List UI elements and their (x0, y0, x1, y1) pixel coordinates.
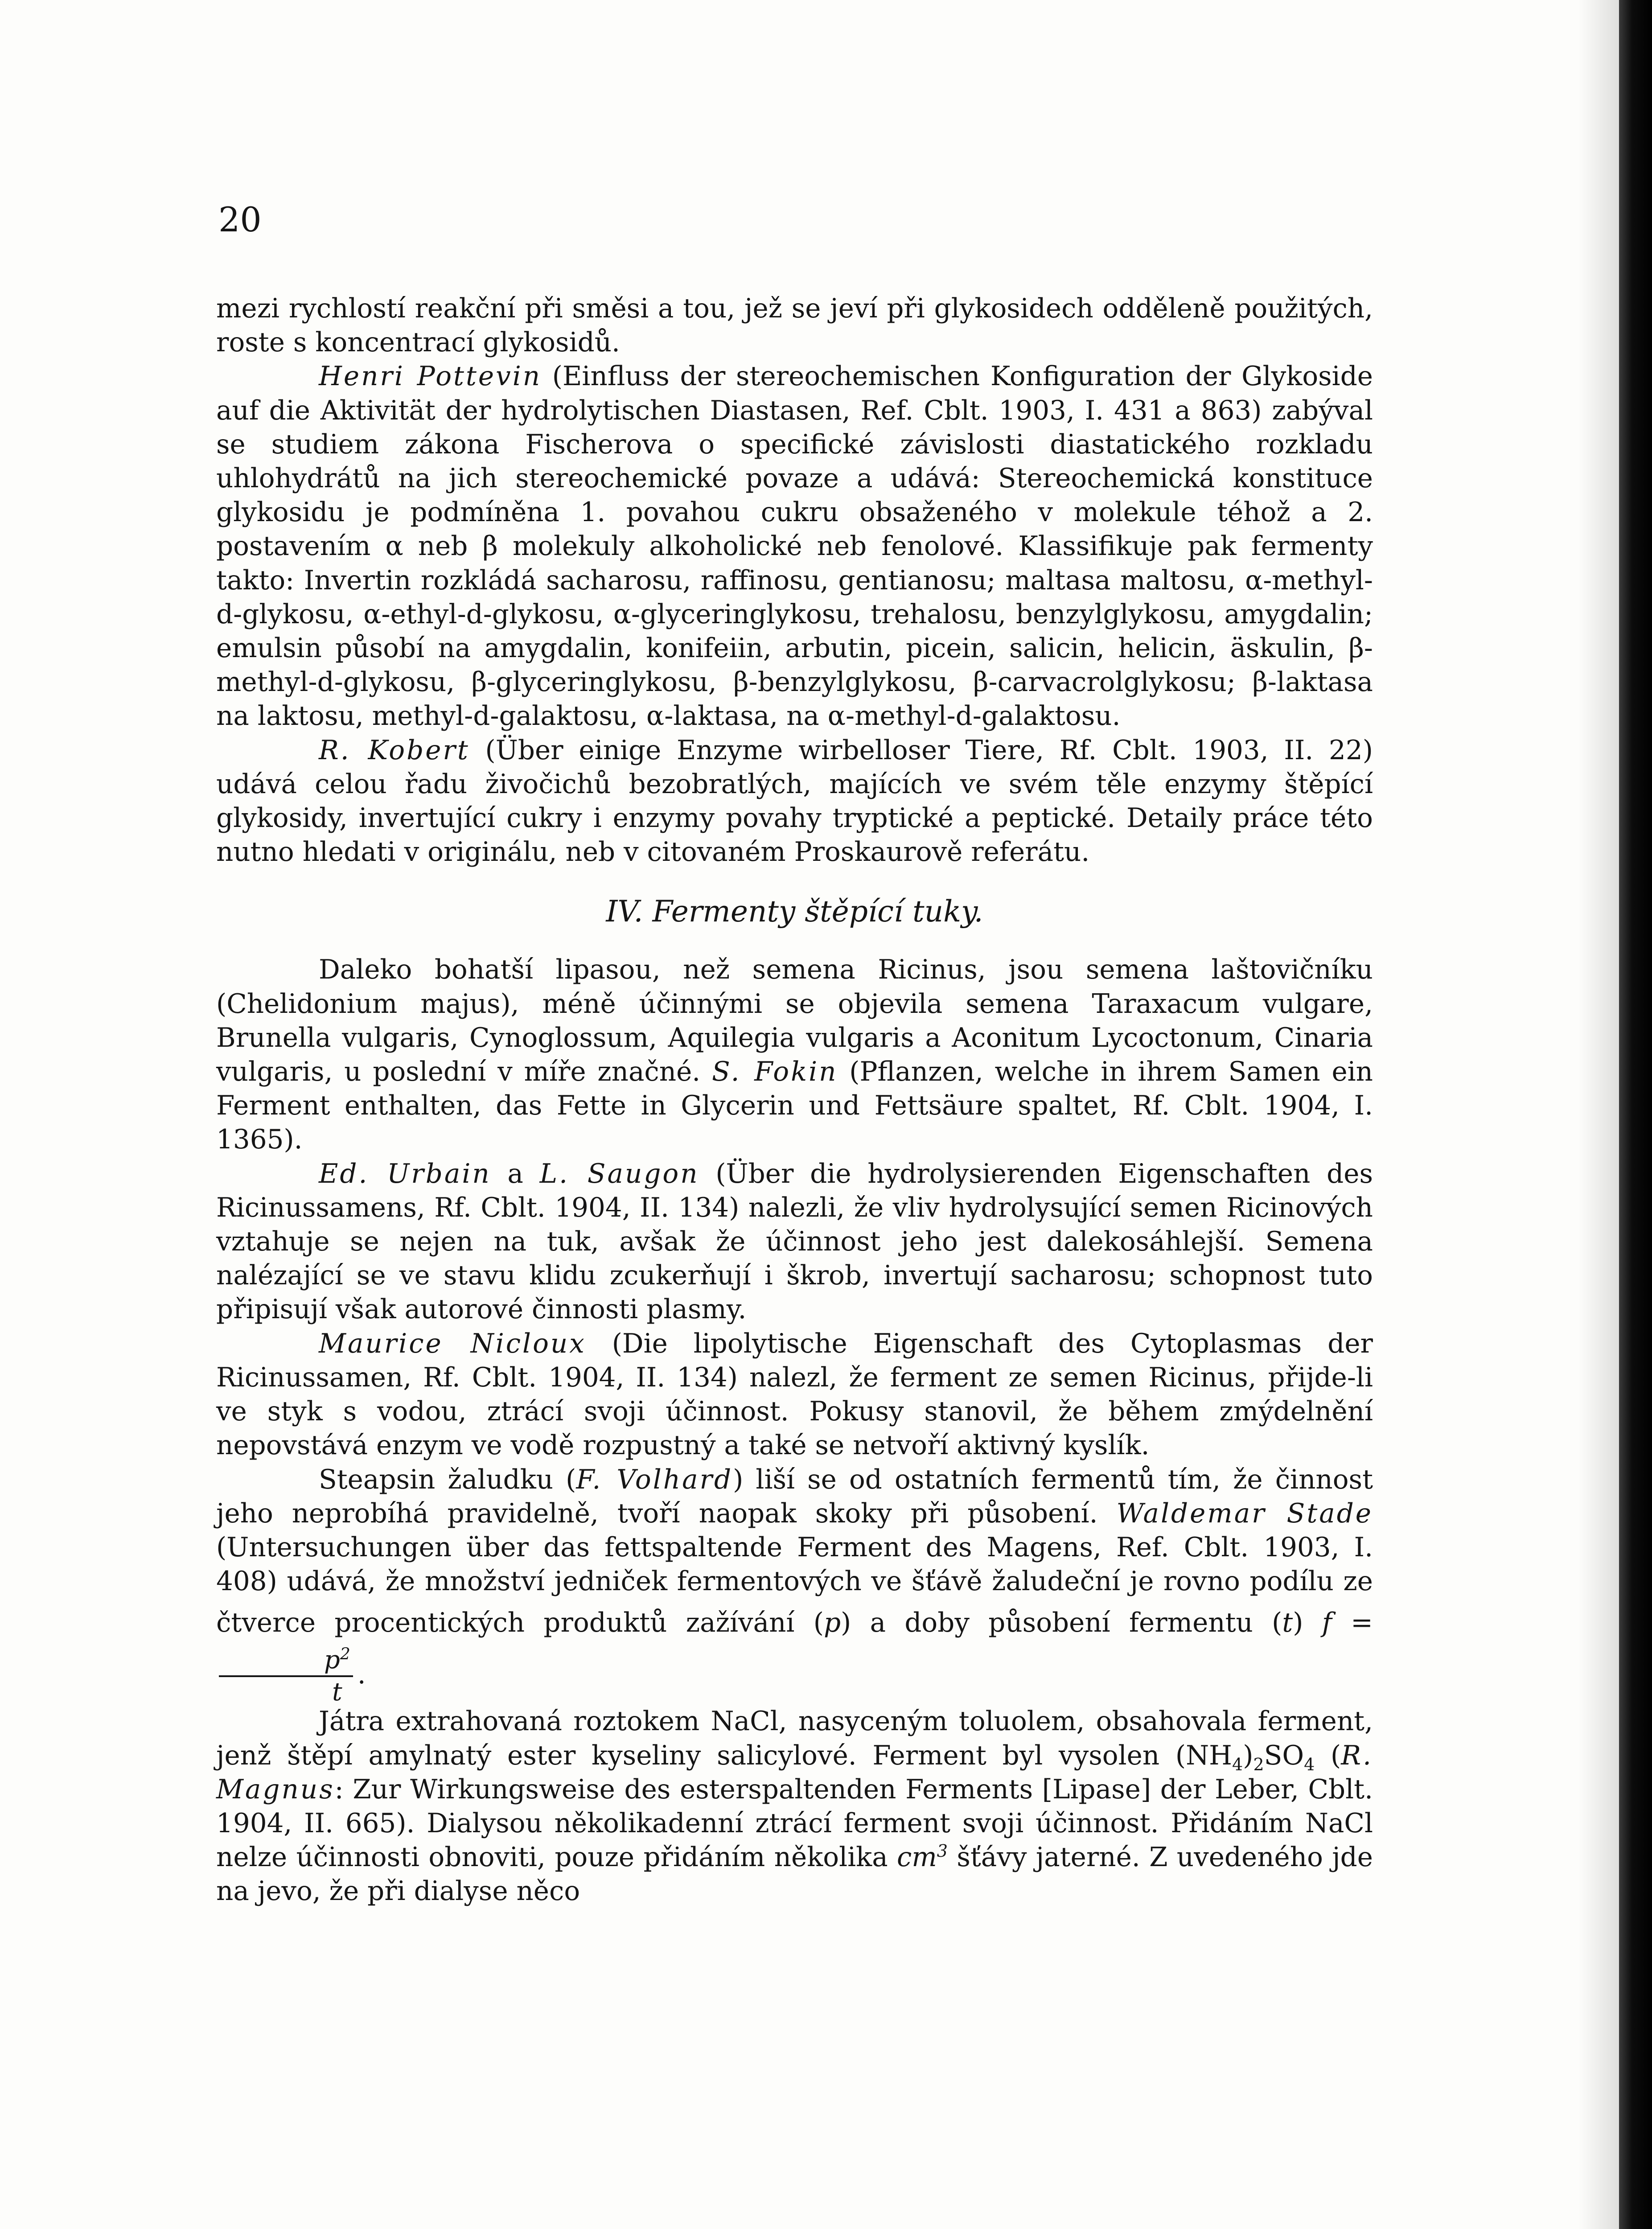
author-name: Maurice Nicloux (319, 1328, 586, 1359)
paragraph-pottevin: Henri Pottevin (Einfluss der stereochemischen Konfiguration der Glykoside auf die Aktivität der hydrolytischen Diastasen, Ref. Cblt. 1903, I. 431 a 863) zabýval se studiem zákona Fischerova o specifické závislosti diastatického rozkladu uhlohydrátů na jich stereochemické povaze a udává: Stereochemická konstituce glykosidu je podmíněna 1. povahou cukru obsaženého v molekule téhož a 2. postavením α neb β molekuly alkoholické neb fenolové. Klassifikuje pak fermenty takto: Invertin rozkládá sacharosu, raffinosu, gentianosu; maltasa maltosu, α-methyl-d-glykosu, α-ethyl-d-glykosu, α-glyceringlykosu, trehalosu, benzylglykosu, amygdalin; emulsin působí na amygdalin, konifeiin, arbutin, picein, salicin, helicin, äskulin, β-methyl-d-glykosu, β-glyceringlykosu, β-benzylglykosu, β-carvacrolglykosu; β-laktasa na laktosu, methyl-d-galaktosu, α-laktasa, na α-methyl-d-galaktosu. (216, 361, 1373, 732)
scan-edge (1619, 0, 1652, 2229)
paragraph-continued: mezi rychlostí reakční při směsi a tou, jež se jeví při glykosidech odděleně použitých, roste s koncentrací glykosidů. (216, 293, 1373, 358)
paragraph-lipasa: Daleko bohatší lipasou, než semena Ricinus, jsou semena laštovičníku (Chelidonium majus), méně účinnými se objevila semena Taraxacum vulgare, Brunella vulgaris, Cynoglossum, Aquilegia vulgaris a Aconitum Lycoctonum, Cinaria vulgaris, u poslední v míře značné. S. Fokin (Pflanzen, welche in ihrem Samen ein Ferment enthalten, das Fette in Glycerin und Fettsäure spaltet, Rf. Cblt. 1904, I. 1365). (216, 954, 1373, 1156)
author-name: F. Volhard (576, 1464, 733, 1495)
paragraph-jatra: Játra extrahovaná roztokem NaCl, nasyceným toluolem, obsahovala ferment, jenž štěpí amylnatý ester kyseliny salicylové. Ferment byl vysolen $(NH_4)_2SO_4$ (R. Magnus: Zur Wirkungsweise des esterspaltenden Ferments [Lipase] der Leber, Cblt. 1904, II. 665). Dialysou několikadenní ztrácí ferment svoji účinnost. Přidáním NaCl nelze účinnosti obnoviti, pouze přidáním několika $cm^3$ šťávy jaterné. Z uvedeného jde na jevo, že při dialyse něco (216, 1706, 1373, 1907)
variable-t: t (1282, 1608, 1293, 1639)
formula: f = $\frac{p^2}{t}$ . (216, 1608, 1373, 1690)
unit: $cm^3$ (897, 1841, 948, 1873)
author-name: L. Saugon (539, 1158, 699, 1189)
author-name: Waldemar Stade (1116, 1498, 1373, 1529)
author-name: S. Fokin (711, 1057, 838, 1088)
author-name: Ed. Urbain (319, 1158, 491, 1189)
paragraph-nicloux: Maurice Nicloux (Die lipolytische Eigenschaft des Cytoplasmas der Ricinussamen, Rf. Cblt. 1904, II. 134) nalezl, že ferment ze semen Ricinus, přijde-li ve styk s vodou, ztrácí svoji účinnost. Pokusy stanovil, že během zmýdelnění nepovstává enzym ve vodě rozpustný a také se netvoří aktivný kyslík. (216, 1328, 1373, 1461)
paragraph-kobert: R. Kobert (Über einige Enzyme wirbelloser Tiere, Rf. Cblt. 1903, II. 22) udává celou řadu živočichů bezobratlých, majících ve svém těle enzymy štěpící glykosidy, invertující cukry i enzymy povahy tryptické a peptické. Detaily práce této nutno hledati v originálu, neb v citovaném Proskaurově referátu. (216, 735, 1373, 868)
page-number: 20 (218, 200, 262, 239)
variable-p: p (823, 1608, 841, 1639)
body-text (216, 292, 1373, 1909)
formula-fraction: $\frac{p^2}{t}$ (219, 1648, 353, 1705)
paragraph-steapsin: Steapsin žaludku (F. Volhard) liší se od ostatních fermentů tím, že činnost jeho neprobíhá pravidelně, tvoří naopak skoky při působení. Waldemar Stade (Untersuchungen über das fettspaltende Ferment des Magens, Ref. Cblt. 1903, I. 408) udává, že množství jedniček fermentových ve šťávě žaludeční je rovno podílu ze čtverce procentických produktů zažívání (p) a doby působení fermentu (t) f = $\frac{p^2}{t}$ . (216, 1464, 1373, 1707)
author-name: R. Magnus (216, 1740, 1373, 1805)
paragraph-urbain: Ed. Urbain a L. Saugon (Über die hydrolysierenden Eigenschaften des Ricinussamens, Rf. Cblt. 1904, II. 134) nalezli, že vliv hydrolysující semen Ricinových vztahuje se nejen na tuk, avšak že účinnost jeho jest dalekosáhlejší. Semena nalézající se ve stavu klidu zcukerňují i škrob, invertují sacharosu; schopnost tuto připisují však autorové činnosti plasmy. (216, 1158, 1373, 1325)
scan-edge-shadow (1578, 0, 1619, 2229)
section-heading: IV. Fermenty štěpící tuky. (606, 894, 983, 929)
author-name: Henri Pottevin (319, 361, 542, 392)
author-name: R. Kobert (319, 735, 470, 766)
